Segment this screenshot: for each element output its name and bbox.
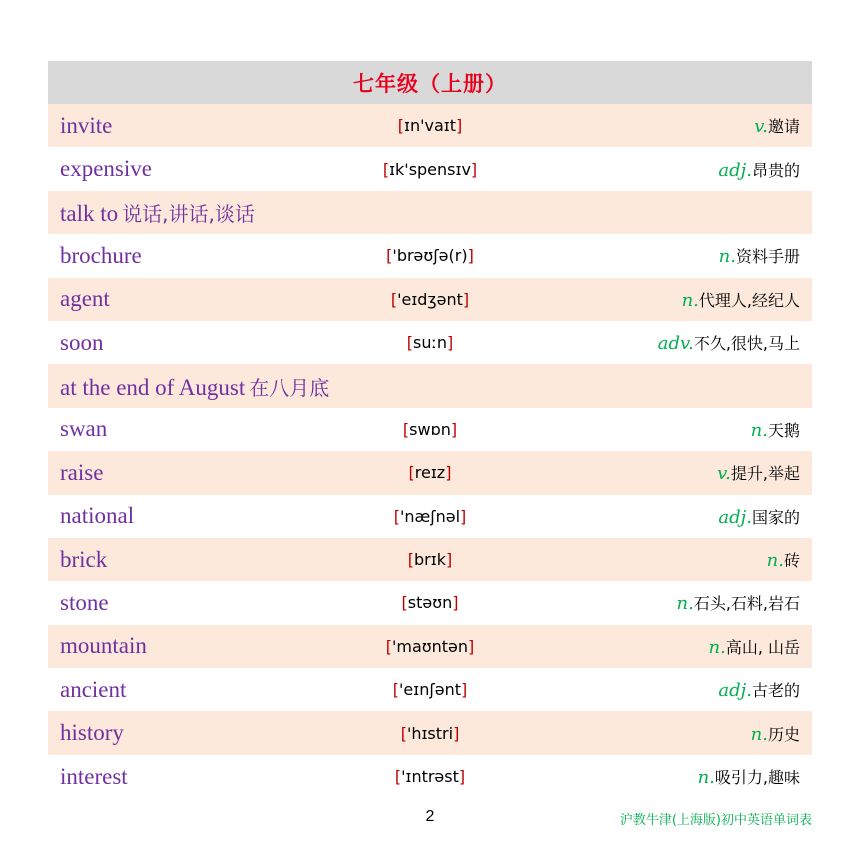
meaning-cell [718, 158, 800, 181]
meaning-text: 石头,石料,岩石 [693, 594, 800, 614]
table-row [48, 711, 812, 754]
phonetic-text: reɪz [414, 463, 446, 483]
table-row [48, 755, 812, 798]
meaning-cell [751, 418, 800, 441]
meaning-cell [658, 331, 800, 354]
bracket-close: ] [455, 116, 463, 136]
bracket-open: [ [394, 767, 402, 787]
bracket-open: [ [397, 116, 404, 136]
bracket-open: [ [407, 550, 415, 570]
word-text: at the end of August [60, 374, 246, 400]
bracket-close: ] [458, 767, 466, 787]
phonetic-cell [48, 637, 812, 656]
word-text: stone [60, 589, 109, 615]
phonetic-cell [48, 680, 812, 702]
table-row [48, 364, 812, 407]
word-text: mountain [60, 633, 147, 659]
word-text: national [60, 503, 135, 529]
meaning-cell [698, 765, 800, 788]
table-row [48, 234, 812, 277]
table-row [48, 581, 812, 624]
phonetic-cell [48, 160, 812, 179]
phonetic-cell [48, 420, 812, 439]
phonetic-text: 'eɪdʒənt [397, 289, 463, 309]
word-text: swan [60, 416, 108, 442]
word-text: raise [60, 459, 104, 485]
phonetic-text: ɪk'spensɪv [389, 159, 471, 179]
meaning-text: 古老的 [751, 681, 800, 701]
part-of-speech: adv. [657, 333, 694, 355]
phonetic-text: 'hɪstri [406, 723, 454, 743]
word-text: expensive [60, 156, 152, 182]
bracket-open: [ [400, 723, 407, 743]
meaning-cell [682, 288, 800, 311]
table-row [48, 147, 812, 190]
meaning-cell [719, 244, 800, 267]
vocabulary-table [48, 61, 812, 798]
table-row [48, 625, 812, 668]
phonetic-text: stəʊn [407, 593, 453, 613]
phrase-meaning: 在八月底 [249, 375, 330, 400]
bracket-close: ] [445, 550, 453, 570]
phonetic-text: swɒn [409, 419, 451, 439]
table-row [48, 451, 812, 494]
part-of-speech: n. [766, 550, 784, 572]
meaning-text: 昂贵的 [751, 160, 800, 180]
phonetic-text: 'ɪntrəst [401, 767, 459, 787]
phonetic-cell [48, 724, 812, 743]
meaning-text: 吸引力,趣味 [714, 768, 800, 788]
table-row [48, 495, 812, 538]
table-row [48, 538, 812, 581]
meaning-cell [751, 722, 800, 745]
part-of-speech: n. [750, 419, 768, 441]
bracket-open: [ [408, 463, 415, 483]
meaning-text: 邀请 [767, 117, 800, 137]
meaning-cell [767, 548, 800, 571]
table-header [48, 61, 812, 104]
table-row [48, 104, 812, 147]
bracket-close: ] [460, 506, 467, 526]
phonetic-text: 'brəʊʃə(r) [392, 246, 468, 266]
bracket-open: [ [406, 333, 413, 353]
phonetic-cell [48, 246, 812, 268]
meaning-text: 天鹅 [767, 420, 800, 440]
bracket-open: [ [393, 506, 400, 526]
word-text: agent [60, 286, 110, 312]
word-text: soon [60, 329, 104, 355]
word-cell [60, 198, 255, 227]
word-cell [60, 372, 329, 401]
part-of-speech: n. [681, 289, 699, 311]
bracket-close: ] [460, 680, 468, 700]
word-text: brick [60, 546, 108, 572]
word-text: ancient [60, 676, 127, 702]
meaning-cell [754, 114, 800, 137]
part-of-speech: n. [676, 593, 694, 615]
bracket-close: ] [445, 463, 452, 483]
bracket-close: ] [447, 333, 454, 353]
part-of-speech: adj. [718, 506, 752, 528]
meaning-cell [708, 635, 800, 658]
part-of-speech: n. [708, 636, 726, 658]
bracket-open: [ [382, 159, 390, 179]
bracket-open: [ [402, 419, 410, 439]
bracket-open: [ [390, 289, 398, 309]
bracket-close: ] [470, 159, 478, 179]
meaning-text: 提升,举起 [730, 464, 800, 484]
phrase-meaning: 说话,讲话,谈话 [122, 201, 255, 226]
bracket-close: ] [453, 723, 460, 743]
table-row [48, 408, 812, 451]
part-of-speech: n. [697, 767, 715, 789]
part-of-speech: v. [754, 116, 768, 138]
meaning-text: 不久,很快,马上 [693, 334, 800, 354]
meaning-text: 历史 [767, 724, 800, 744]
bracket-open: [ [401, 593, 408, 613]
phonetic-cell [48, 507, 812, 526]
bracket-open: [ [392, 680, 400, 700]
bracket-close: ] [450, 419, 458, 439]
meaning-cell [718, 678, 800, 701]
phonetic-text: brɪk [414, 550, 446, 570]
meaning-text: 代理人,经纪人 [698, 290, 800, 310]
table-row [48, 278, 812, 321]
phonetic-text: suːn [412, 333, 447, 353]
bracket-close: ] [468, 636, 475, 656]
phonetic-cell [48, 116, 812, 138]
phonetic-text: ɪn'vaɪt [404, 116, 456, 136]
meaning-text: 资料手册 [735, 247, 800, 267]
part-of-speech: n. [750, 723, 768, 745]
word-text: interest [60, 763, 128, 789]
phonetic-text: 'næʃnəl [399, 506, 461, 526]
part-of-speech: adj. [718, 680, 752, 702]
bracket-open: [ [386, 246, 393, 266]
word-text: talk to [60, 200, 119, 226]
phonetic-cell [48, 550, 812, 572]
footer-caption: 沪教牛津(上海版)初中英语单词表 [619, 813, 812, 828]
bracket-close: ] [462, 289, 470, 309]
meaning-cell [717, 461, 800, 484]
table-title: 七年级（上册） [353, 71, 507, 96]
part-of-speech: adj. [718, 159, 752, 181]
word-text: invite [60, 112, 113, 138]
meaning-text: 砖 [783, 551, 800, 571]
meaning-cell [718, 505, 800, 528]
part-of-speech: n. [718, 246, 736, 268]
phonetic-text: 'maʊntən [391, 636, 469, 656]
table-row [48, 191, 812, 234]
table-body [48, 104, 812, 798]
word-text: history [60, 720, 124, 746]
word-text: brochure [60, 242, 142, 268]
part-of-speech: v. [717, 463, 731, 485]
bracket-close: ] [452, 593, 459, 613]
bracket-open: [ [385, 636, 392, 656]
meaning-text: 国家的 [751, 507, 800, 527]
phonetic-cell [48, 463, 812, 485]
phonetic-text: 'eɪnʃənt [399, 680, 461, 700]
meaning-cell [676, 591, 800, 614]
page-number: 2 [425, 808, 435, 825]
meaning-text: 高山, 山岳 [725, 637, 800, 657]
table-row [48, 321, 812, 364]
bracket-close: ] [467, 246, 474, 266]
table-row [48, 668, 812, 711]
